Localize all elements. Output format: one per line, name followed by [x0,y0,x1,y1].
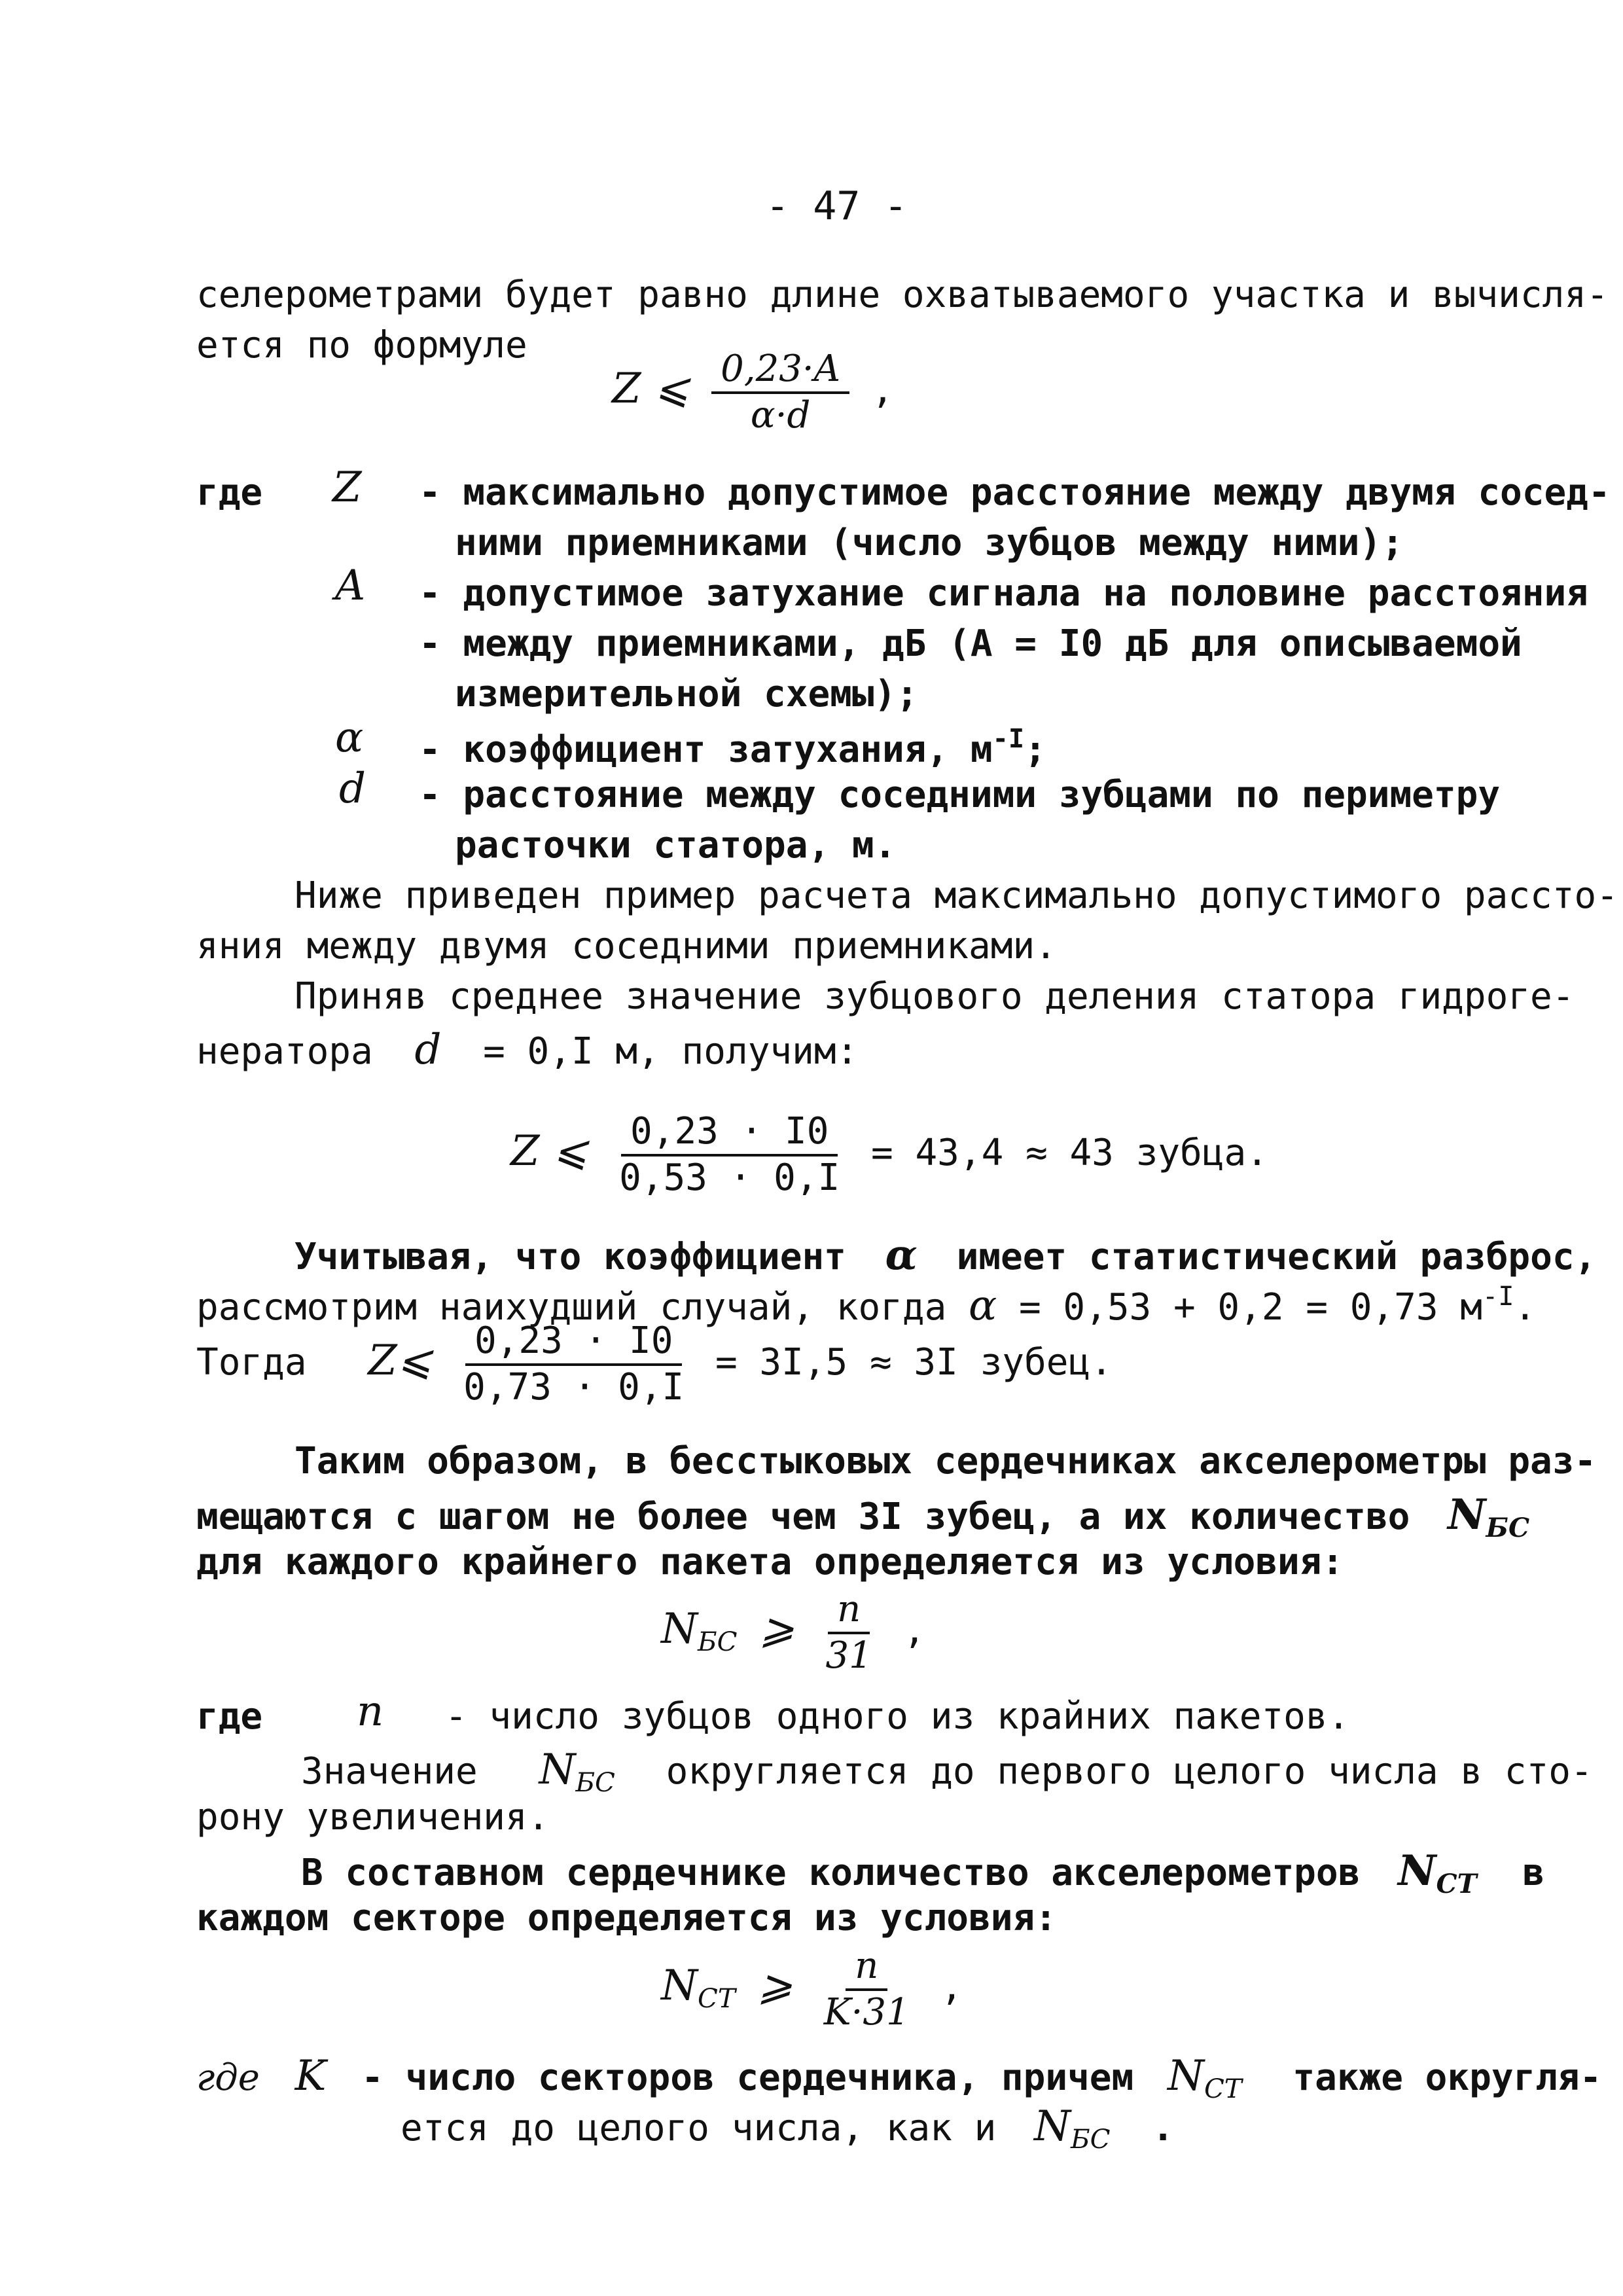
formula-4-numerator: n [828,1590,870,1634]
paragraph-4-exponent: -I [1482,1281,1514,1312]
definition-alpha-end: ; [1024,728,1046,772]
formula-5 [661,1947,963,2032]
paragraph-7-line-2: каждом секторе определяется из условия: [196,1897,1057,1939]
symbol-d: d [339,764,366,813]
paragraph-7-symbol-n: N [1398,1846,1436,1895]
formula-3-rhs: = 3I,5 ≈ 3I зубец. [715,1340,1113,1384]
formula-4-lhs-subscript: БС [698,1626,738,1658]
symbol-alpha: α [335,713,364,762]
formula-3-numerator: 0,23 · I0 [465,1322,682,1366]
paragraph-5-line-3: для каждого крайнего пакета определяется из условия: [196,1541,1344,1583]
paragraph-3-text-post: = 0,I м, получим: [483,1030,859,1073]
definition-k-line-1 [196,2052,1601,2104]
definition-k-line-2-end: . [1152,2107,1174,2149]
paragraph-7-text-post: в [1522,1852,1545,1894]
paragraph-4-symbol-alpha: α [885,1230,918,1280]
symbol-a: A [335,562,366,610]
paragraph-5-text: мещаются с шагом не более чем 3I зубец, а их количество [196,1496,1410,1538]
formula-3 [196,1319,1113,1408]
paragraph-4-line-2-symbol-alpha: α [969,1282,997,1331]
paragraph-4-end: . [1514,1286,1537,1329]
paragraph-3-line-1: Приняв среднее значение зубцового деления статора гидроге- [294,975,1575,1018]
definition-k-text-post: также округля- [1293,2056,1602,2099]
definition-k-symbol-n: N [1167,2052,1204,2100]
paragraph-6-symbol-n: N [539,1746,576,1794]
formula-2-denominator: 0,53 · 0,I [619,1156,840,1199]
paragraph-3-symbol-d: d [414,1026,442,1074]
formula-1-comma: , [871,368,894,412]
formula-5-relation: ⩾ [757,1961,793,2010]
paragraph-6-line-2: рону увеличения. [196,1796,550,1839]
paragraph-4-text-pre: Учитывая, что коэффициент [294,1236,846,1278]
definition-n-text: - число зубцов одного из крайних пакетов. [445,1695,1350,1738]
formula-3-label: Тогда [196,1340,307,1384]
paragraph-5-symbol-n: N [1448,1490,1486,1539]
formula-2-rhs: = 43,4 ≈ 43 зубца. [871,1131,1268,1174]
definition-alpha-line-1 [419,723,1046,771]
paragraph-6-symbol-subscript: БС [575,1767,615,1799]
formula-3-fraction [454,1319,693,1408]
formula-5-lhs-symbol: N [661,1961,698,2010]
formula-4-relation: ⩾ [759,1604,794,1653]
definition-a-line-3: измерительной схемы); [455,673,919,715]
paragraph-2-line-1: Ниже приведен пример расчета максимально допустимого рассто- [294,874,1618,917]
paragraph-1-line-1: селерометрами будет равно длине охватываемого участка и вычисля- [196,274,1609,316]
definition-n-where-label: где [196,1695,263,1738]
paragraph-4-line-2-post: = 0,53 + 0,2 = 0,73 м [1018,1286,1482,1329]
definition-z-line-1: - максимально допустимое расстояние между двумя сосед- [419,471,1611,514]
definition-n-symbol: n [357,1687,384,1736]
definition-a-line-1: - допустимое затухание сигнала на половине расстояния [419,572,1588,615]
definition-k-line-2-subscript: БС [1071,2124,1111,2155]
paragraph-6-text-post: округляется до первого целого числа в сто- [666,1750,1593,1793]
formula-4-denominator: 31 [825,1634,872,1677]
formula-5-denominator: K·31 [823,1990,910,2034]
definition-d-line-1: - расстояние между соседними зубцами по периметру [419,774,1501,816]
definition-k-line-2 [401,2102,1174,2155]
formula-1 [612,350,894,435]
paragraph-4-line-2-pre: рассмотрим наихудший случай, когда [196,1286,947,1329]
definition-z-line-2: ними приемниками (число зубцов между ними); [455,522,1404,564]
definition-k-line-2-symbol-n: N [1034,2102,1071,2151]
definition-alpha-text: - коэффициент затухания, м [419,728,993,772]
definition-k-where-label: где [196,2056,260,2099]
definitions-where-label: где [196,471,263,514]
formula-4-lhs-symbol: N [661,1604,698,1653]
paragraph-5-symbol-subscript: БС [1486,1512,1530,1544]
formula-4 [661,1590,925,1676]
paragraph-6-line-1 [301,1746,1593,1798]
paragraph-5-line-2 [196,1490,1529,1543]
formula-4-comma: , [903,1609,926,1652]
paragraph-3-line-2 [196,1026,858,1074]
paragraph-3-text-pre: нератора [196,1030,373,1073]
definition-k-text-pre: - число секторов сердечника, причем [361,2056,1134,2099]
definition-k-line-2-text: ется до целого числа, как и [401,2107,997,2149]
definition-a-line-2: - между приемниками, дБ (A = I0 дБ для описываемой [419,622,1522,665]
formula-1-denominator: α·d [750,393,811,437]
paragraph-5-line-1: Таким образом, в бесстыковых сердечниках акселерометры раз- [294,1440,1597,1482]
formula-5-comma: , [940,1965,963,2009]
formula-1-lhs: Z ⩽ [612,364,690,413]
formula-2 [510,1110,1268,1199]
formula-5-numerator: n [846,1947,887,1991]
paragraph-4-line-1 [294,1230,1596,1280]
paragraph-7-symbol-subscript: СТ [1436,1868,1477,1900]
formula-5-lhs-subscript: СТ [698,1983,736,2015]
definition-d-line-2: расточки статора, м. [455,824,897,867]
paragraph-1-line-2: ется по формуле [196,324,527,367]
paragraph-7-text-pre: В составном сердечнике количество акселерометров [301,1852,1361,1894]
paragraph-4-text-post: имеет статистический разброс, [956,1236,1597,1278]
formula-3-lhs: Z⩽ [368,1336,433,1385]
formula-2-numerator: 0,23 · I0 [621,1113,838,1157]
symbol-z: Z [332,463,362,512]
formula-3-denominator: 0,73 · 0,I [463,1365,685,1408]
page-number: - 47 - [766,183,908,229]
formula-1-numerator: 0,23·A [711,350,849,394]
paragraph-2-line-2: яния между двумя соседними приемниками. [196,925,1057,967]
formula-4-fraction [817,1590,882,1676]
definition-k-symbol: K [294,2052,327,2100]
paragraph-6-text-pre: Значение [301,1750,478,1793]
formula-2-fraction [610,1110,849,1199]
definition-alpha-exponent: -I [992,723,1025,754]
formula-1-fraction [711,350,849,435]
paragraph-7-line-1 [301,1846,1544,1899]
formula-5-fraction [815,1947,919,2032]
formula-2-lhs: Z ⩽ [510,1126,588,1175]
definition-k-symbol-subscript: СТ [1204,2073,1242,2105]
